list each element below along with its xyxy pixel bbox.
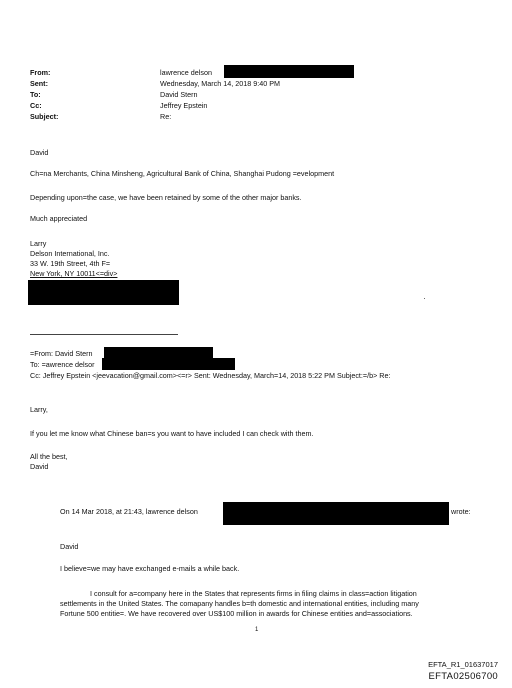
cc-label: Cc: [30,101,42,110]
signature-street: 33 W. 19th Street, 4th F= [30,259,111,268]
bates-id-primary: EFTA_R1_01637017 [428,660,498,669]
signature-company: Delson International, Inc. [30,249,110,258]
body-line-appreciated: Much appreciated [30,214,88,223]
body-greeting: David [30,148,49,157]
sent-value: Wednesday, March 14, 2018 9:40 PM [160,79,280,88]
from-label: From: [30,68,51,77]
quoted-closing: All the best, [30,452,68,461]
subject-value: Re: [160,112,172,121]
redaction-block [102,358,235,370]
signature-city: New York, NY 10011<=div> [30,269,118,278]
signature-name: Larry [30,239,47,248]
page-number: 1 [255,627,259,633]
nested-intro-wrote: wrote: [451,507,471,516]
subject-label: Subject: [30,112,59,121]
redaction-block [223,502,449,525]
to-value: David Stern [160,90,198,99]
quoted-line-banks: If you let me know what Chinese ban=s you want to have included I can check with them. [30,429,314,438]
separator-line [30,334,178,335]
redaction-block [28,280,179,305]
nested-intro: On 14 Mar 2018, at 21:43, lawrence delson [60,507,198,516]
from-value: lawrence delson [160,68,212,77]
quoted-to-line: To: =awrence delsor [30,360,95,369]
bates-id-secondary: EFTA02506700 [428,671,498,682]
cc-value: Jeffrey Epstein [160,101,208,110]
redaction-block [224,65,354,78]
quoted-from-line: =From: David Stern [30,349,93,358]
stray-mark [424,298,425,299]
nested-greeting: David [60,542,79,551]
nested-para-line-1: I consult for a=company here in the States that represents firms in filing claims in class=action litigation [90,589,417,598]
quoted-cc-line: Cc: Jeffrey Epstein <jeevacation@gmail.com><=r> Sent: Wednesday, March=14, 2018 5:22 PM Subject:=/b> Re: [30,371,391,380]
body-line-banks: Ch=na Merchants, China Minsheng, Agricultural Bank of China, Shanghai Pudong =evelopment [30,169,335,178]
nested-para-line-3: Fortune 500 entitie=. We have recovered over US$100 million in awards for Chinese entities and=associations. [60,609,413,618]
nested-line-believe: I believe=we may have exchanged e-mails a while back. [60,564,240,573]
nested-para-line-2: settlements in the United States. The comapany handles b=th domestic and international entities, including many [60,599,419,608]
body-line-retained: Depending upon=the case, we have been retained by some of the other major banks. [30,193,302,202]
quoted-closing-name: David [30,462,49,471]
quoted-greeting: Larry, [30,405,48,414]
to-label: To: [30,90,41,99]
sent-label: Sent: [30,79,48,88]
